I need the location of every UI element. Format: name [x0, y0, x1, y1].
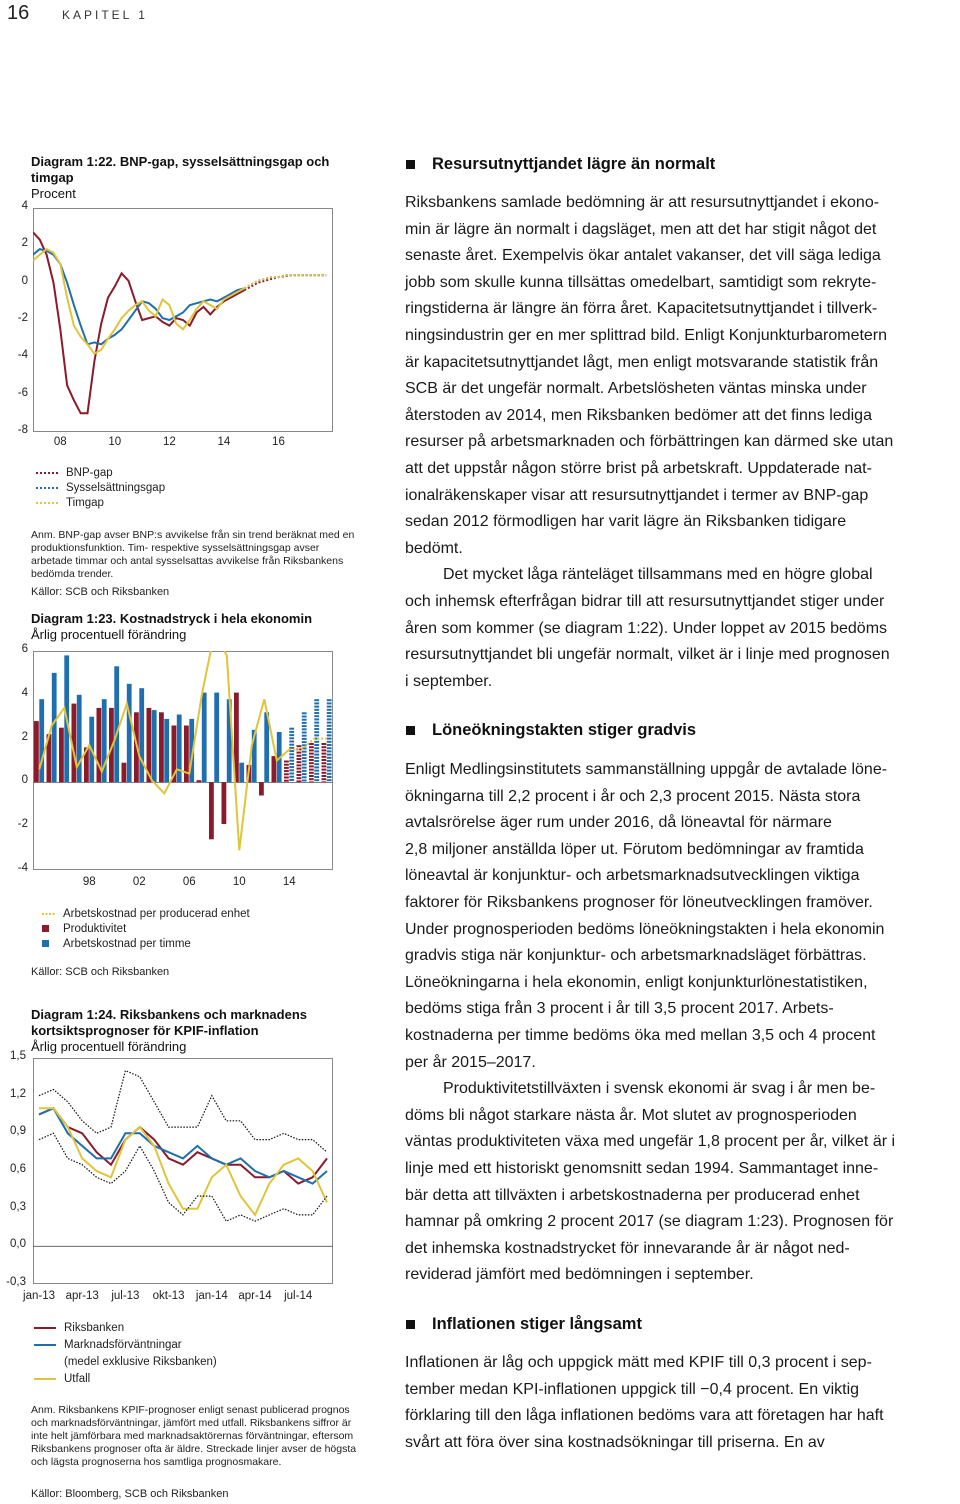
text-line: att det uppstår någon större brist på arbetskraft. Uppdaterade nat-	[405, 460, 872, 477]
bar-timme	[139, 688, 144, 782]
text-line: 2,8 miljoner anställda löper ut. Förutom bedömningar av framtida	[405, 840, 864, 858]
diagram2-title: Diagram 1:23. Kostnadstryck i hela ekonomin	[31, 611, 313, 626]
diagram3-source: Källor: Bloomberg, SCB och Riksbanken	[31, 1488, 229, 1500]
series-line-arbetskostnad-producerad	[39, 651, 289, 850]
text-line: SCB är det ungefär normalt. Arbetslösheten väntas minska under	[405, 380, 867, 398]
xtick-label: 16	[272, 436, 285, 448]
bar-produktivitet	[322, 743, 327, 782]
xtick-label: 02	[132, 876, 146, 888]
diagram2-chart	[33, 651, 333, 870]
text-line: senaste året. Exempelvis ökar antalet vakanser, det vill säga lediga	[405, 247, 881, 265]
text-line: Löneökningarna i hela ekonomin, enligt konjunkturlönestatistiken,	[405, 973, 868, 991]
xtick-label: 12	[162, 436, 176, 448]
ytick-label: 1,2	[10, 1087, 26, 1100]
legend-item-produktivitet: Produktivitet	[42, 921, 250, 936]
text-line: löneavtal är konjunktur- och arbetsmarknadsutvecklingen viktiga	[405, 867, 860, 885]
text-line: svårt att föra över sina kostnadsökningar till priserna. En av	[405, 1433, 825, 1451]
ytick-label: 0,0	[10, 1238, 26, 1251]
bar-produktivitet	[284, 761, 289, 782]
ytick-label: -2	[17, 818, 28, 831]
ytick-label: 0,6	[10, 1163, 26, 1175]
ytick-label: 2	[21, 730, 28, 743]
section-heading-1	[404, 721, 696, 740]
xtick-label: okt-13	[152, 1290, 185, 1302]
ytick-label: -8	[17, 424, 28, 436]
text-line: förklaring till den låga inflationen bedöms vara att företagen har haft	[405, 1407, 884, 1425]
ytick-label: 0,3	[10, 1200, 26, 1213]
text-line: per år 2015–2017.	[405, 1053, 536, 1071]
bar-timme	[152, 710, 157, 782]
text-line: åren som kommer (se diagram 1:22). Under loppet av 2015 bedöms	[405, 619, 888, 637]
bar-timme	[239, 763, 244, 783]
xtick-label: jul-14	[284, 1290, 313, 1302]
text-line: reviderad jämfört med bedömningen i september.	[405, 1266, 754, 1284]
text-line: i september.	[405, 672, 493, 690]
section-heading-2	[404, 1315, 642, 1334]
text-line: ionalräkenskaper visar att resursutnyttjandet i termer av BNP-gap	[405, 486, 869, 504]
text-line: ökningarna till 2,2 procent i år och 2,3 procent 2015. Nästa stora	[405, 787, 861, 805]
ytick-label: 0	[21, 274, 28, 287]
bar-timme	[177, 715, 182, 783]
bar-produktivitet	[259, 782, 264, 795]
ytick-label: -4	[17, 349, 28, 362]
xtick-label: 08	[53, 436, 67, 448]
diagram2-subtitle: Årlig procentuell förändring	[31, 627, 187, 642]
bullet-square-icon	[406, 726, 415, 735]
series-forecast-2	[244, 275, 326, 288]
bar-timme	[127, 684, 132, 783]
diagram2-source: Källor: SCB och Riksbanken	[31, 966, 170, 978]
bar-produktivitet	[297, 745, 302, 782]
series-line-3	[39, 1071, 327, 1153]
diagram1-note: Anm. BNP-gap avser BNP:s avvikelse från sin trend beräknat med en produktionsfunktion. Tim- respektive sysselsättningsgap avser arbetade timmar och antal sysselsattas avvikelse från Riksbankens bedömda trender.	[31, 529, 355, 580]
xtick-label: apr-14	[238, 1290, 272, 1302]
text-line: ningsindustrin ger en mer splittrad bild. Enligt Konjunkturbarometern	[405, 327, 888, 344]
diagram3-title: Diagram 1:24. Riksbankens och marknadens kortsiktsprognoser för KPIF-inflation	[31, 1007, 308, 1038]
ytick-label: 4	[21, 200, 28, 212]
xtick-label: 06	[182, 876, 196, 888]
bar-produktivitet	[59, 728, 64, 783]
bullet-square-icon	[406, 1320, 415, 1329]
text-line: Inflationen är låg och uppgick mätt med KPIF till 0,3 procent i sep-	[405, 1354, 872, 1371]
bar-timme	[114, 666, 119, 782]
bar-timme	[214, 693, 219, 783]
legend-item-utfall: Utfall	[64, 1372, 91, 1385]
xtick-label: 14	[282, 876, 296, 888]
bullet-square-icon	[406, 160, 415, 169]
text-line: Under prognosperioden bedöms löneökningstakten i hela ekonomin	[405, 920, 885, 938]
diagram3-legend	[34, 1319, 217, 1387]
ytick-label: -4	[17, 862, 28, 874]
xtick-label: jul-13	[111, 1290, 140, 1302]
plot-frame	[34, 1059, 333, 1284]
text-line: resursutnyttjandet bli ungefär normalt, vilket är i linje med prognosen	[405, 646, 890, 664]
text-line: hamnar på omkring 2 procent 2017 (se diagram 1:23). Prognosen för	[405, 1213, 894, 1231]
diagram1-chart	[33, 208, 333, 432]
diagram3-note: Anm. Riksbankens KPIF-prognoser enligt senast publicerad prognos och marknadsförväntningar, jämfört med utfall. Riksbankens siffror är inte helt jämförbara med marknadsaktörernas förväntningar, eftersom Riksbankens prognoser ofta är äldre. Streckade linjer avser de högsta och lägsta prognoserna hos samtliga prognosmakare.	[31, 1404, 357, 1468]
ytick-label: -2	[17, 312, 28, 324]
ytick-label: -0,3	[6, 1276, 26, 1288]
xtick-label: apr-13	[65, 1290, 99, 1302]
text-line: gradvis stiga när konjunktur- och arbetsmarknadsläget förbättras.	[405, 947, 867, 965]
chapter-label: KAPITEL 1	[62, 8, 148, 22]
text-line: faktorer för Riksbankens prognoser för löneutvecklingen framöver.	[405, 894, 873, 911]
ytick-label: 1,5	[10, 1050, 26, 1062]
bar-timme	[39, 699, 44, 782]
diagram3-subtitle: Årlig procentuell förändring	[31, 1039, 187, 1054]
bar-produktivitet	[222, 782, 227, 824]
bar-timme	[164, 719, 169, 783]
text-line: jobb som skulle kunna tillsättas omedelbart, samtidigt som rekryte-	[405, 273, 877, 291]
legend-item-arbetskostnad-producerad: Arbetskostnad per producerad enhet	[63, 907, 250, 920]
text-line: Det mycket låga ränteläget tillsammans med en högre global	[443, 566, 873, 584]
text-line: och inhemsk efterfrågan bidrar till att resursutnyttjandet stiger under	[405, 593, 885, 610]
diagram2-legend	[42, 906, 250, 951]
ytick-label: 0	[21, 774, 28, 787]
ytick-label: 0,9	[10, 1125, 26, 1138]
legend-item-sysselsattningsgap: Sysselsättningsgap	[66, 481, 166, 494]
legend-item-bnp-gap: BNP-gap	[66, 466, 113, 479]
text-line: bedömt.	[405, 539, 463, 557]
bar-produktivitet	[197, 780, 202, 782]
xtick-label: 10	[108, 436, 122, 448]
legend-item-arbetskostnad-timme: Arbetskostnad per timme	[42, 936, 250, 951]
bar-timme	[289, 728, 294, 783]
series-line-1	[33, 249, 244, 344]
xtick-label: jan-14	[195, 1290, 228, 1302]
diagram1-title: Diagram 1:22. BNP-gap, sysselsättningsgap och timgap	[31, 154, 330, 185]
bar-timme	[327, 699, 332, 781]
ytick-label: -6	[17, 386, 28, 399]
text-line: är kapacitetsutnyttjandet lågt, men enligt motsvarande statistik från	[405, 353, 879, 371]
bar-produktivitet	[209, 782, 214, 839]
legend-item-marknad-note: (medel exklusive Riksbanken)	[64, 1355, 217, 1368]
diagram1-source: Källor: SCB och Riksbanken	[31, 586, 170, 598]
text-line: bär detta att tillväxten i arbetskostnaderna per producerad enhet	[405, 1186, 860, 1204]
series-forecast-arbetskostnad-producerad	[289, 739, 327, 750]
bar-produktivitet	[34, 721, 39, 782]
text-line: döms bli något starkare nästa år. Mot slutet av prognosperioden	[405, 1106, 857, 1124]
text-line: kostnaderna per timme bedöms öka med mellan 3,5 och 4 procent	[405, 1027, 876, 1044]
text-line: resurser på arbetsmarknaden och förbättringen kan därmed ske utan	[405, 433, 894, 451]
legend-item-riksbanken: Riksbanken	[64, 1321, 125, 1334]
xtick-label: jan-13	[23, 1290, 55, 1302]
bar-produktivitet	[159, 712, 164, 782]
bar-timme	[52, 673, 57, 783]
page-number: 16	[7, 2, 30, 24]
text-line: Riksbankens samlade bedömning är att resursutnyttjandet i ekono-	[405, 194, 880, 211]
series-line-2	[33, 249, 244, 354]
text-line: det inhemska kostnadstrycket för innevarande år är något ned-	[405, 1239, 850, 1257]
diagram1-legend	[36, 465, 165, 510]
text-line: linje med ett historiskt genomsnitt sedan 1994. Sammantaget inne-	[405, 1160, 879, 1177]
text-line: ringstiderna är längre än förra året. Kapacitetsutnyttjandet i tillverk-	[405, 300, 878, 318]
legend-item-marknadsforvantningar: Marknadsförväntningar	[64, 1338, 182, 1351]
series-line-2	[39, 1108, 327, 1215]
section-heading-text: Löneökningstakten stiger gradvis	[432, 721, 697, 739]
bar-timme	[314, 699, 319, 781]
text-line: återstoden av 2014, men Riksbanken bedömer att det finns lediga	[405, 406, 872, 424]
text-line: min är lägre än normalt i dagsläget, men att det har stigit något det	[405, 220, 877, 238]
bar-produktivitet	[309, 743, 314, 782]
section-heading-text: Inflationen stiger långsamt	[432, 1315, 642, 1333]
diagram1-subtitle: Procent	[31, 186, 76, 201]
bar-timme	[202, 693, 207, 783]
text-line: väntas produktiviteten växa med ungefär 1,8 procent per år, vilket är i	[405, 1133, 896, 1151]
legend-item-timgap: Timgap	[66, 496, 104, 509]
text-line: sedan 2012 förmodligen har varit lägre än Riksbanken tidigare	[405, 513, 847, 531]
ytick-label: 4	[21, 686, 28, 699]
text-line: bedöms stiga från 3 procent i år till 3,5 procent 2017. Arbets-	[405, 1000, 834, 1018]
section-heading-0	[404, 155, 715, 174]
ytick-label: 2	[21, 237, 28, 250]
text-line: tember medan KPI-inflationen uppgick till −0,4 procent. En viktig	[405, 1380, 860, 1398]
bar-produktivitet	[122, 763, 127, 783]
xtick-label: 10	[232, 876, 246, 888]
xtick-label: 98	[82, 876, 96, 888]
bar-produktivitet	[272, 756, 277, 782]
text-line: Produktivitetstillväxten i svensk ekonomi är svag i år men be-	[443, 1080, 876, 1098]
bar-timme	[77, 695, 82, 783]
diagram3-chart	[33, 1058, 333, 1284]
section-heading-text: Resursutnyttjandet lägre än normalt	[432, 155, 716, 173]
text-line: avtalsrörelse äger rum under 2016, då löneavtal för närmare	[405, 814, 832, 832]
series-line-0	[33, 232, 244, 413]
ytick-label: 6	[21, 643, 28, 655]
xtick-label: 14	[217, 436, 231, 448]
text-line: Enligt Medlingsinstitutets sammanställning uppgår de avtalade löne-	[405, 761, 888, 778]
